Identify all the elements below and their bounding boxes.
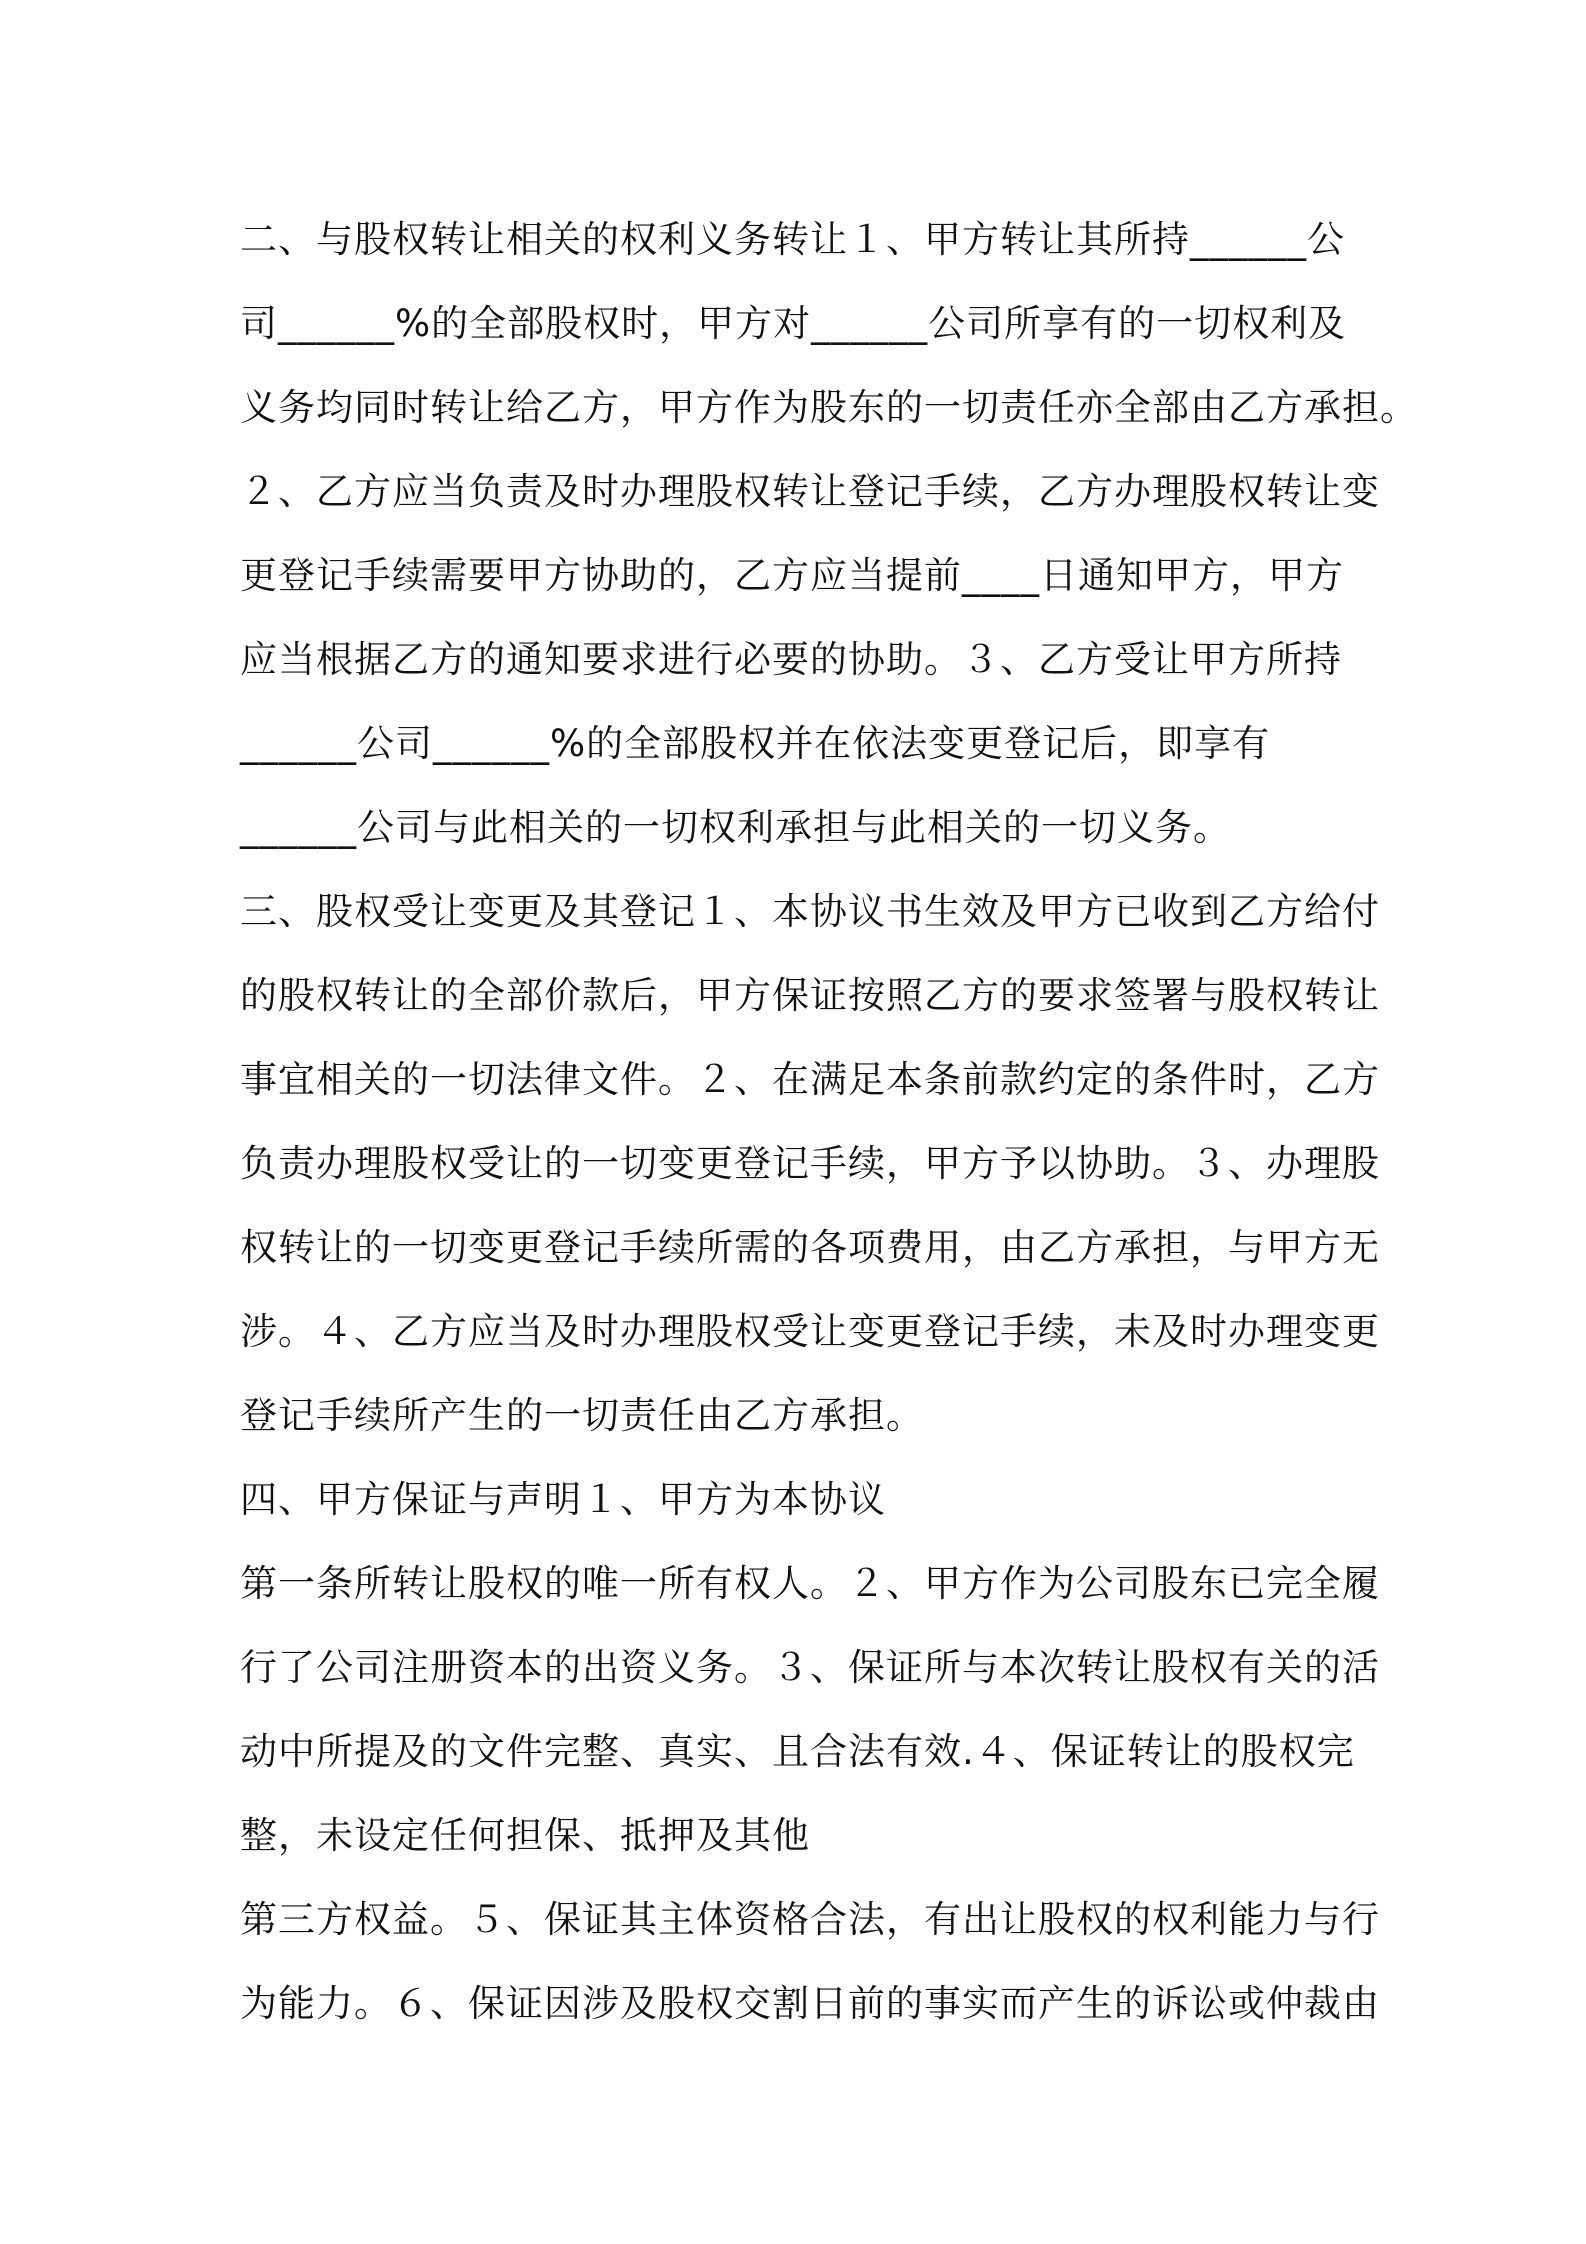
- text-line: 义务均同时转让给乙方，甲方作为股东的一切责任亦全部由乙方承担。: [240, 386, 1418, 429]
- text-line: 四、甲方保证与声明１、甲方为本协议: [240, 1478, 886, 1521]
- text-line: 负责办理股权受让的一切变更登记手续，甲方予以协助。３、办理股: [240, 1142, 1380, 1185]
- text-line: 事宜相关的一切法律文件。２、在满足本条前款约定的条件时，乙方: [240, 1058, 1380, 1101]
- text-line: 涉。４、乙方应当及时办理股权受让变更登记手续，未及时办理变更: [240, 1310, 1380, 1353]
- text-line: 权转让的一切变更登记手续所需的各项费用，由乙方承担，与甲方无: [240, 1226, 1380, 1269]
- text-line: 三、股权受让变更及其登记１、本协议书生效及甲方已收到乙方给付: [240, 890, 1380, 933]
- text-line: ______公司______%的全部股权并在依法变更登记后，即享有: [240, 722, 1271, 765]
- text-line: 更登记手续需要甲方协助的，乙方应当提前____日通知甲方，甲方: [240, 554, 1344, 597]
- text-line: 动中所提及的文件完整、真实、且合法有效.４、保证转让的股权完: [240, 1730, 1355, 1773]
- text-line: 登记手续所产生的一切责任由乙方承担。: [240, 1394, 924, 1437]
- text-line: 整，未设定任何担保、抵押及其他: [240, 1814, 810, 1857]
- text-line: 第一条所转让股权的唯一所有权人。２、甲方作为公司股东已完全履: [240, 1562, 1380, 1605]
- text-line: ______公司与此相关的一切权利承担与此相关的一切义务。: [240, 806, 1231, 849]
- text-line: 行了公司注册资本的出资义务。３、保证所与本次转让股权有关的活: [240, 1646, 1380, 1689]
- text-line: ２、乙方应当负责及时办理股权转让登记手续，乙方办理股权转让变: [240, 470, 1380, 513]
- text-line: 第三方权益。５、保证其主体资格合法，有出让股权的权利能力与行: [240, 1898, 1380, 1941]
- contract-text: [240, 198, 1418, 2046]
- text-line: 应当根据乙方的通知要求进行必要的协助。３、乙方受让甲方所持: [240, 638, 1342, 681]
- text-line: 司______%的全部股权时，甲方对______公司所享有的一切权利及: [240, 302, 1347, 345]
- text-line: 为能力。６、保证因涉及股权交割日前的事实而产生的诉讼或仲裁由: [240, 1982, 1380, 2025]
- text-line: 二、与股权转让相关的权利义务转让１、甲方转让其所持______公: [240, 218, 1345, 261]
- text-line: 的股权转让的全部价款后，甲方保证按照乙方的要求签署与股权转让: [240, 974, 1380, 1017]
